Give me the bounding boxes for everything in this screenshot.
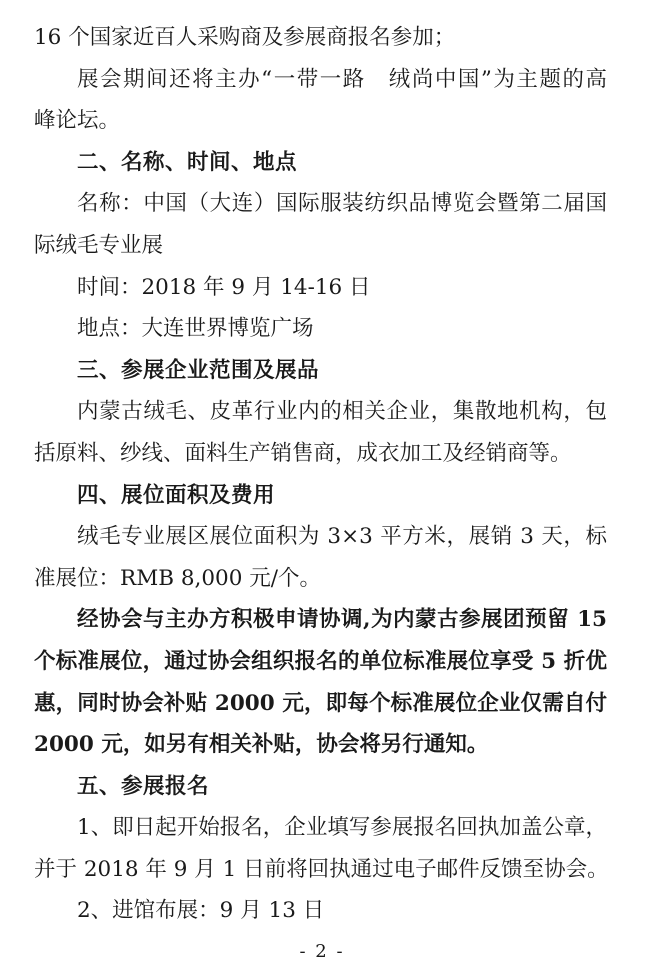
doc-line: 展会期间还将主办“一带一路 绒尚中国”为主题的高 (77, 66, 607, 92)
doc-line: 准展位：RMB 8,000 元/个。 (34, 565, 321, 591)
doc-line-subsidy: 惠，同时协会补贴 2000 元，即每个标准展位企业仅需自付 (34, 690, 607, 716)
doc-line: 内蒙古绒毛、皮革行业内的相关企业，集散地机构，包 (77, 399, 607, 425)
doc-line-subsidy: 个标准展位，通过协会组织报名的单位标准展位享受 5 折优 (34, 648, 607, 674)
doc-line: 并于 2018 年 9 月 1 日前将回执通过电子邮件反馈至协会。 (34, 856, 609, 882)
doc-line-movein: 2、进馆布展：9 月 13 日 (77, 898, 325, 924)
page-number: - 2 - (299, 941, 345, 962)
section-heading-exhibitor-scope: 三、参展企业范围及展品 (77, 357, 320, 383)
section-heading-registration: 五、参展报名 (77, 773, 210, 799)
doc-line: 际绒毛专业展 (34, 232, 164, 258)
doc-line: 名称：中国（大连）国际服装纺织品博览会暨第二届国 (77, 191, 607, 217)
doc-line: 1、即日起开始报名，企业填写参展报名回执加盖公章， (77, 815, 607, 841)
doc-line-subsidy: 2000 元，如另有相关补贴，协会将另行通知。 (34, 732, 489, 758)
doc-line-place: 地点：大连世界博览广场 (77, 316, 314, 342)
section-heading-booth-fees: 四、展位面积及费用 (77, 482, 276, 508)
doc-line-time: 时间：2018 年 9 月 14-16 日 (77, 274, 371, 300)
section-heading-name-time-place: 二、名称、时间、地点 (77, 149, 298, 175)
doc-line: 峰论坛。 (34, 108, 121, 134)
document-body (34, 17, 607, 932)
doc-line: 括原料、纱线、面料生产销售商，成衣加工及经销商等。 (34, 440, 572, 466)
doc-line-subsidy: 经协会与主办方积极申请协调,为内蒙古参展团预留 15 (77, 607, 607, 633)
doc-line: 绒毛专业展区展位面积为 3×3 平方米，展销 3 天，标 (77, 524, 607, 550)
doc-line: 16 个国家近百人采购商及参展商报名参加； (34, 25, 456, 50)
